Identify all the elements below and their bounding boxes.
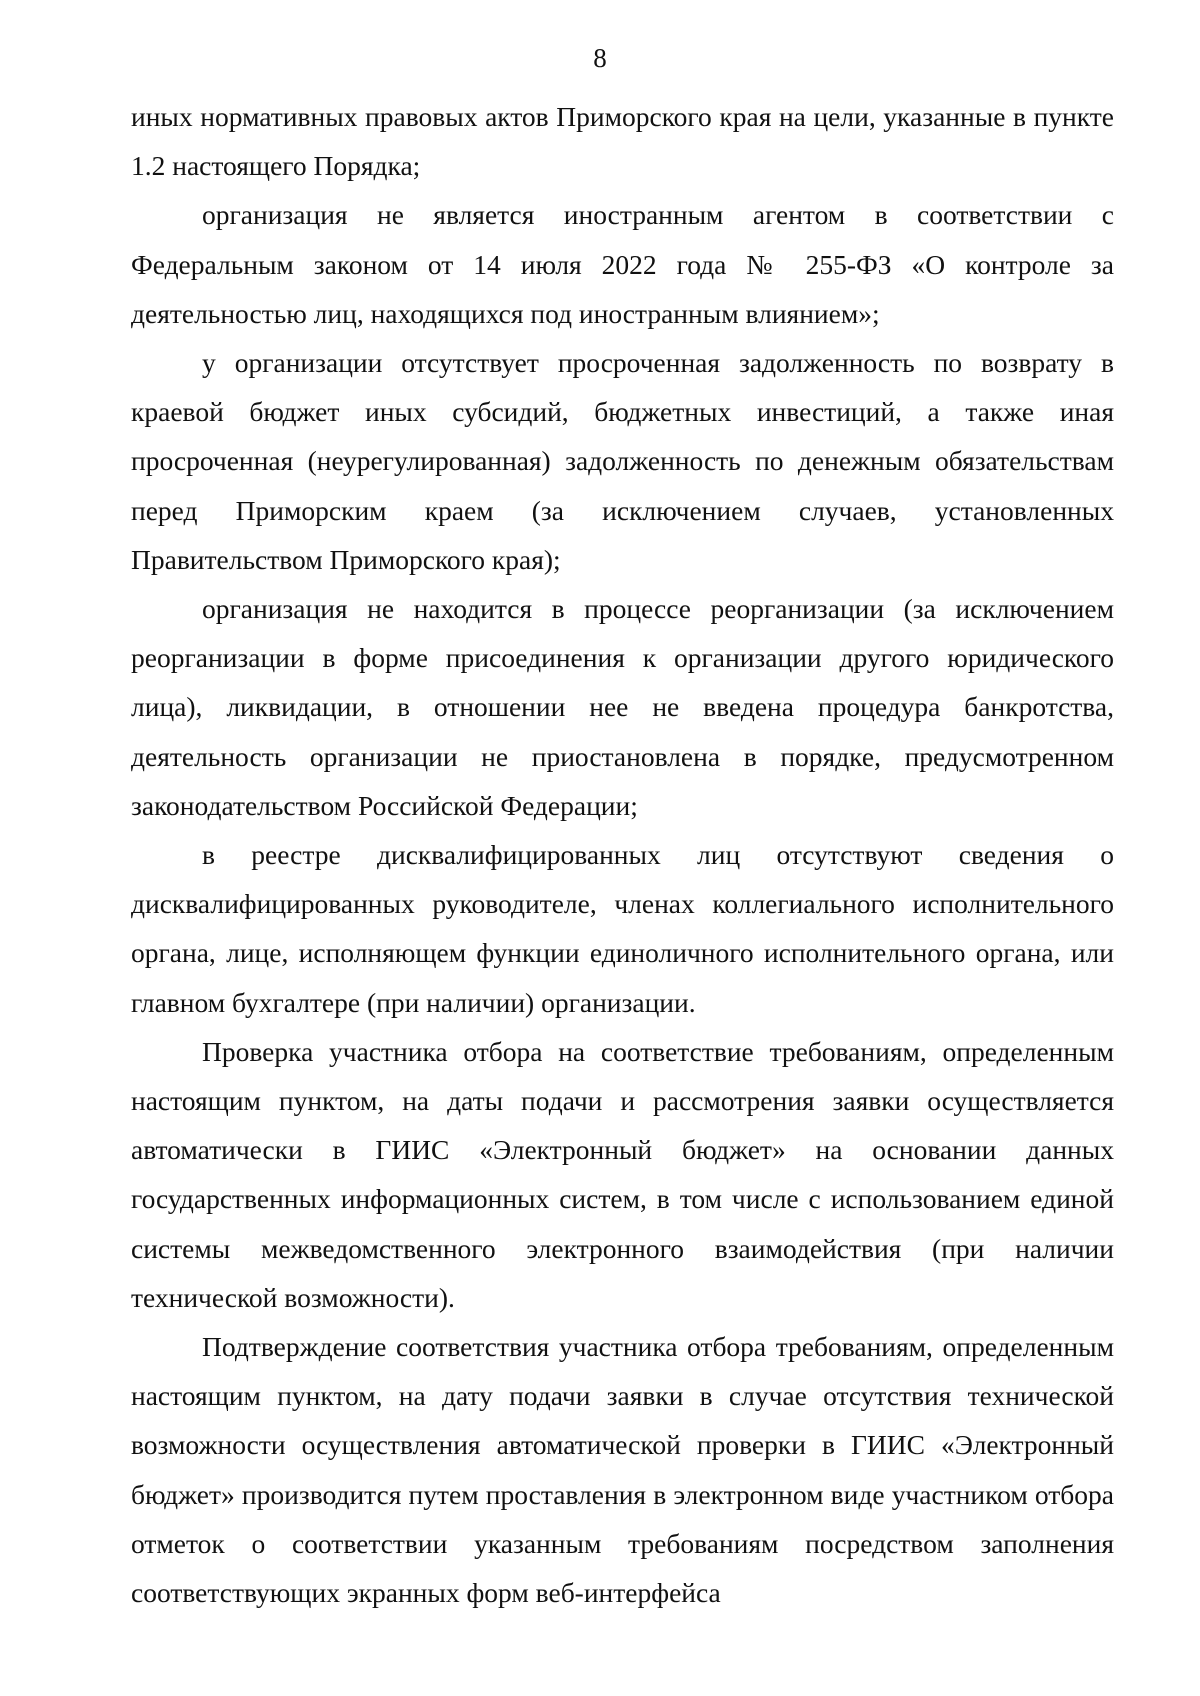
paragraph-continuation: иных нормативных правовых актов Приморского края на цели, указанные в пункте 1.2 настоящего Порядка; — [131, 101, 1114, 182]
paragraph-confirmation: Подтверждение соответствия участника отбора требованиям, определенным настоящим пунктом, на дату подачи заявки в случае отсутствия технической возможности осуществления автоматической проверки в ГИИС «Электронный бюджет» производится путем проставления в электронном виде участником отбора отметок о соответствии указанным требованиям посредством заполнения соответствующих экранных форм веб-интерфейса — [131, 1331, 1114, 1609]
paragraph-automatic-check: Проверка участника отбора на соответствие требованиям, определенным настоящим пунктом, на даты подачи и рассмотрения заявки осуществляется автоматически в ГИИС «Электронный бюджет» на основании данных государственных информационных систем, в том числе с использованием единой системы межведомственного электронного взаимодействия (при наличии технической возможности). — [131, 1035, 1114, 1313]
paragraph-overdue-debt: у организации отсутствует просроченная задолженность по возврату в краевой бюджет иных субсидий, бюджетных инвестиций, а также иная просроченная (неурегулированная) задолженность по денежным обязательствам перед Приморским краем (за исключением случаев, установленных Правительством Приморского края); — [131, 347, 1114, 575]
paragraph-foreign-agent: организация не является иностранным агентом в соответствии с Федеральным законом от 14 июля 2022 года № 255-ФЗ «О контроле за деятельностью лиц, находящихся под иностранным влиянием»; — [131, 199, 1114, 329]
paragraph-reorganization: организация не находится в процессе реорганизации (за исключением реорганизации в форме присоединения к организации другого юридического лица), ликвидации, в отношении нее не введена процедура банкротства, деятельность организации не приостановлена в порядке, предусмотренном законодательством Российской Федерации; — [131, 593, 1114, 821]
page-number: 8 — [593, 43, 607, 73]
paragraph-disqualified-persons: в реестре дисквалифицированных лиц отсутствуют сведения о дисквалифицированных руководителе, членах коллегиального исполнительного органа, лице, исполняющем функции единоличного исполнительного органа, или главном бухгалтере (при наличии) организации. — [131, 839, 1114, 1018]
document-body — [131, 92, 1114, 1617]
